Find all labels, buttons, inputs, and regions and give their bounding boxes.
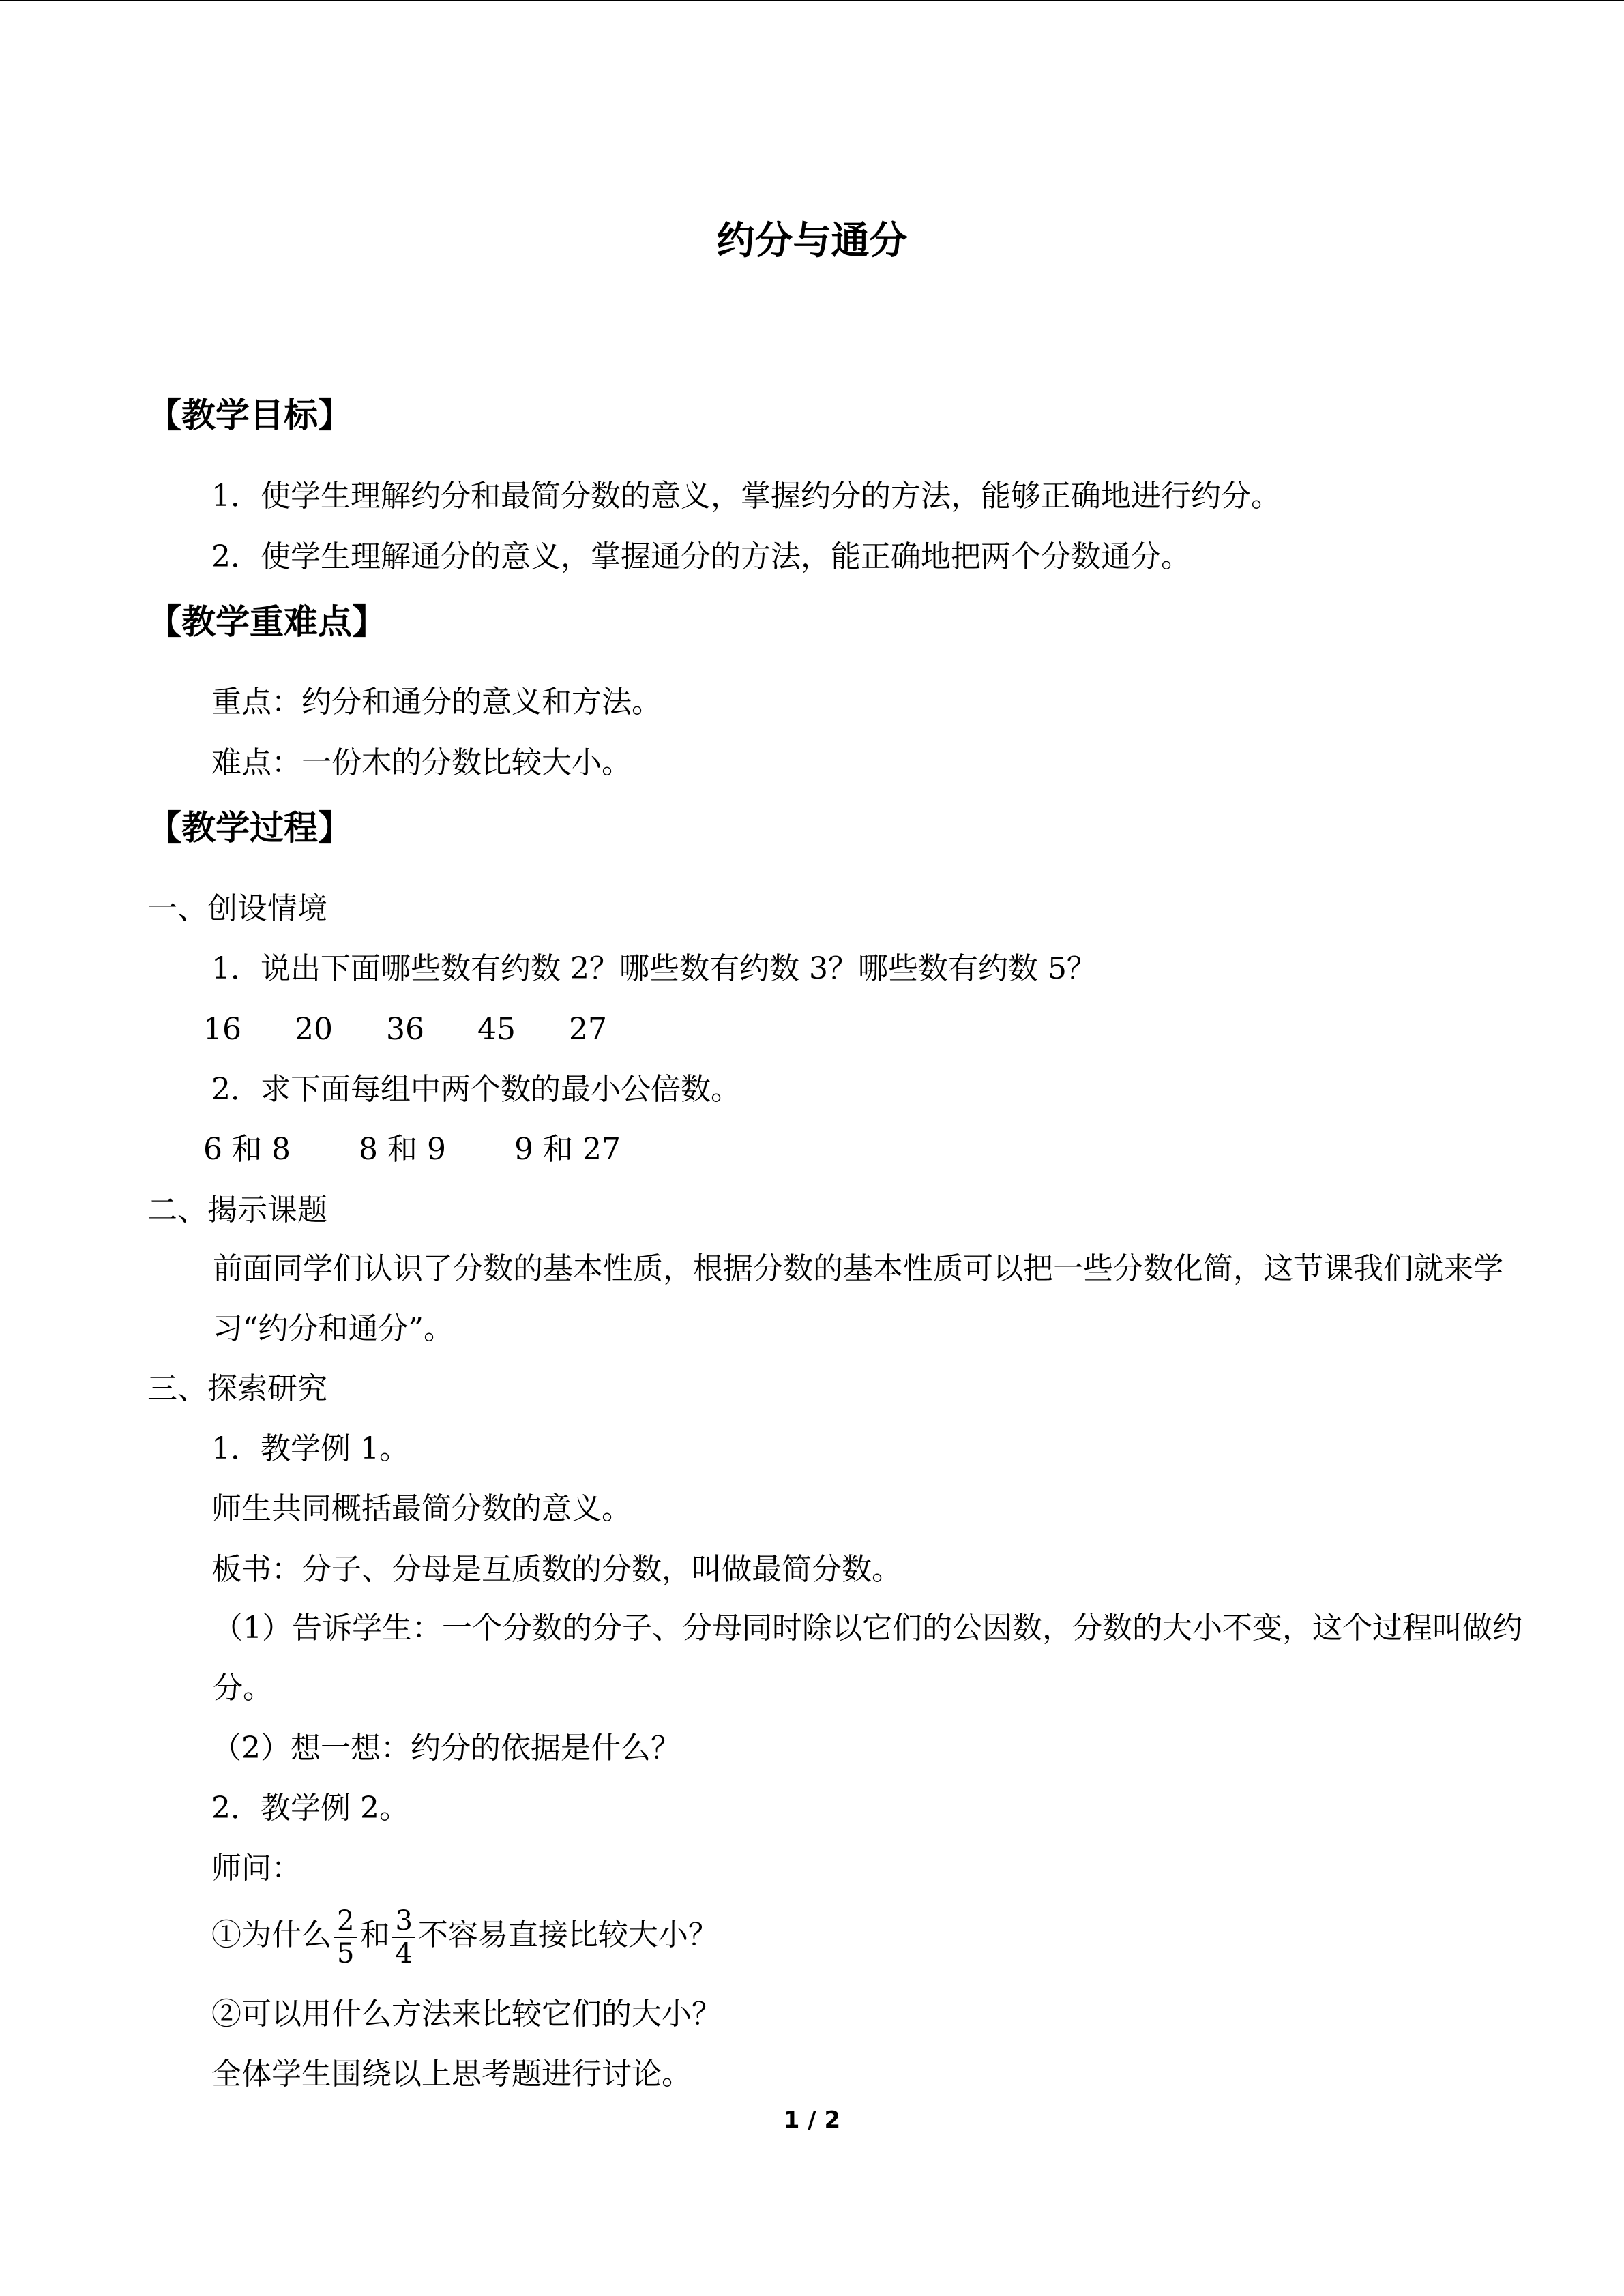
question-a-and: 和 [359, 1918, 390, 1952]
example-1: 1．教学例 1。 [211, 1431, 409, 1466]
part2-paragraph: 前面同学们认识了分数的基本性质，根据分数的基本性质可以把一些分数化简，这节课我们就来学习“约分和通分”。 [213, 1251, 1503, 1346]
fraction-numerator: 2 [334, 1905, 357, 1938]
page-title: 约分与通分 [716, 219, 908, 263]
key-point-focus: 重点：约分和通分的意义和方法。 [211, 685, 662, 719]
part1-question-2: 2．求下面每组中两个数的最小公倍数。 [211, 1072, 741, 1107]
fraction-denominator: 4 [395, 1937, 413, 1969]
fraction-two-fifths [334, 1905, 357, 1969]
board-line: 板书：分子、分母是互质数的分数，叫做最简分数。 [211, 1552, 902, 1587]
goals-heading: 【教学目标】 [147, 396, 352, 435]
page-number: 1 / 2 [783, 2106, 841, 2134]
question-a-prefix: ①为什么 [211, 1918, 331, 1952]
number-list [203, 1009, 607, 1050]
fraction-denominator: 5 [337, 1937, 355, 1969]
goal-item-2: 2．使学生理解通分的意义，掌握通分的方法，能正确地把两个分数通分。 [211, 539, 1191, 574]
think-line: （2）想一想：约分的依据是什么？ [211, 1731, 681, 1765]
process-heading: 【教学过程】 [147, 808, 352, 848]
teacher-ask: 师问： [211, 1851, 301, 1885]
question-a [211, 1901, 718, 1969]
goal-item-1: 1．使学生理解约分和最简分数的意义，掌握约分的方法，能够正确地进行约分。 [211, 479, 1281, 513]
number-item: 16 [203, 1012, 241, 1047]
question-a-suffix: 不容易直接比较大小？ [417, 1918, 718, 1952]
example-2: 2．教学例 2。 [211, 1791, 409, 1825]
pair-item: 6 和 8 [203, 1132, 291, 1167]
part3-title: 三、探索研究 [147, 1371, 327, 1406]
discuss-line: 全体学生围绕以上思考题进行讨论。 [211, 2057, 692, 2091]
pair-item: 8 和 9 [359, 1132, 446, 1167]
question-b: ②可以用什么方法来比较它们的大小？ [211, 1997, 722, 2031]
fraction-three-fourths [392, 1905, 415, 1969]
pair-item: 9 和 27 [514, 1132, 621, 1167]
tell-paragraph: （1）告诉学生：一个分数的分子、分母同时除以它们的公因数，分数的大小不变，这个过程叫做约分。 [213, 1611, 1522, 1705]
number-item: 20 [295, 1012, 333, 1047]
part1-question-1: 1．说出下面哪些数有约数 2？哪些数有约数 3？哪些数有约数 5？ [211, 951, 1097, 986]
summary-line: 师生共同概括最简分数的意义。 [211, 1491, 632, 1526]
key-points-heading: 【教学重难点】 [147, 602, 386, 642]
number-item: 45 [477, 1012, 516, 1047]
number-pairs [203, 1129, 621, 1170]
number-item: 27 [569, 1012, 607, 1047]
key-point-difficulty: 难点：一份木的分数比较大小。 [211, 745, 632, 780]
number-item: 36 [386, 1012, 424, 1047]
part2-title: 二、揭示课题 [147, 1193, 327, 1227]
fraction-numerator: 3 [392, 1905, 415, 1938]
part1-title: 一、创设情境 [147, 891, 327, 926]
